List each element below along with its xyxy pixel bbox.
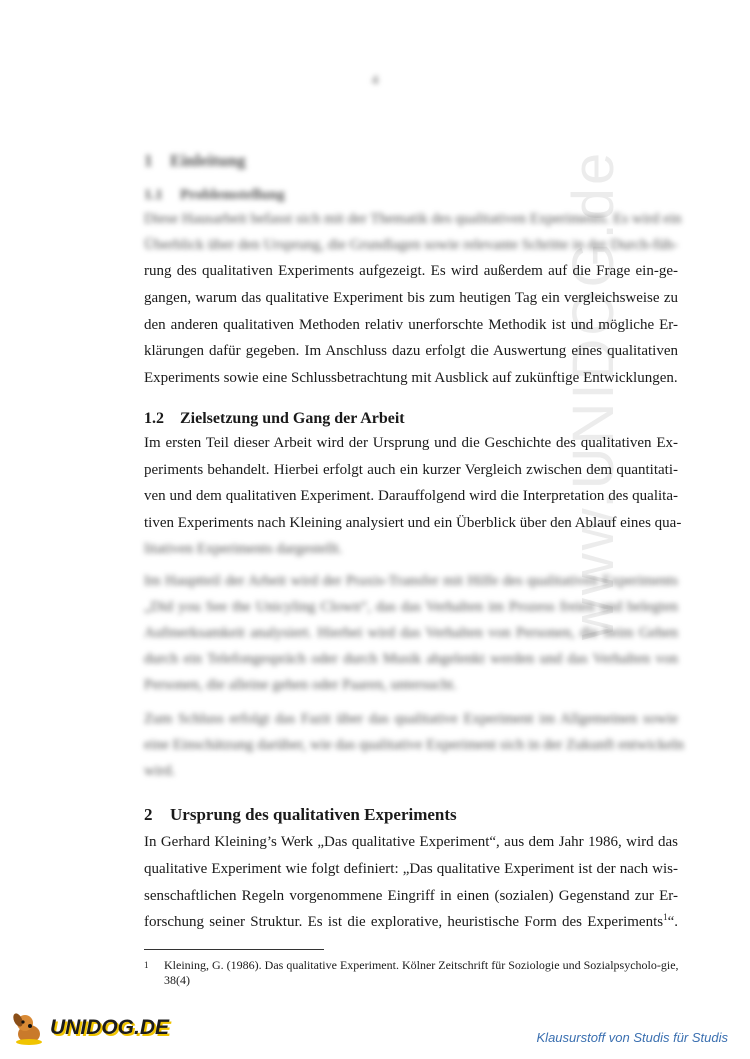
body-line: den anderen qualitativen Methoden relativ unerforschte Methodik ist und mögliche Er- [144,317,678,333]
section-1-1-title: Problemstellung [180,187,285,203]
body-line: gangen, warum das qualitative Experiment bis zum heutigen Tag ein vergleichsweise zu [144,290,678,306]
unidog-logo [10,1010,169,1046]
body-line: In Gerhard Kleining’s Werk „Das qualitative Experiment“, aus dem Jahr 1986, wird das [144,834,678,850]
footnote-divider [144,949,324,950]
logo-text: UNIDOG.DE [50,1016,170,1039]
body-line-text: forschung seiner Struktur. Es ist die explorative, heuristische Form des Experiments [144,914,664,930]
body-line: Zum Schluss erfolgt das Fazit über das qualitative Experiment im Allgemeinen sowie [144,711,678,727]
body-line: rung des qualitativen Experiments aufgezeigt. Es wird außerdem auf die Frage ein-ge- [144,263,678,279]
section-1-2-heading [144,410,405,428]
body-line: Diese Hausarbeit befasst sich mit der Thematik des qualitativen Experiments. Es wird ein [144,211,682,227]
footnote-mark: 1 [144,960,149,970]
body-line: senschaftlichen Regeln vorgenommene Eingriff in einen (sozialen) Gegenstand zur Er- [144,888,678,904]
section-1-1-heading [144,187,285,204]
chapter-2-title: Ursprung des qualitativen Experiments [170,805,457,824]
body-line: periments behandelt. Hierbei erfolgt auch ein kurzer Vergleich zwischen dem quantitati- [144,462,678,478]
watermark: www.UNIDOG.de [561,149,626,640]
body-line: ven und dem qualitativen Experiment. Darauffolgend wird die Interpretation des qualita- [144,488,678,504]
body-line: Experiments sowie eine Schlussbetrachtung mit Ausblick auf zukünftige Entwicklungen. [144,370,678,386]
chapter-1-number: 1 [144,151,153,170]
footnote-reference: 1 [663,912,668,922]
body-line: tiven Experiments nach Kleining analysiert und ein Überblick über den Ablauf eines qua- [144,515,682,531]
body-line: Personen, die alleine gehen oder Paaren, untersucht. [144,677,457,693]
chapter-1-heading [144,151,246,171]
body-line: klärungen dafür gegeben. Im Anschluss dazu erfolgt die Auswertung eines qualitativen [144,343,678,359]
section-1-2-title: Zielsetzung und Gang der Arbeit [180,410,405,427]
body-line: „Did you See the Unicyling Clown“, das das Verhalten im Prozess freien und belegten [144,599,678,615]
body-line: durch ein Telefongespräch oder durch Musik abgelenkt werden und das Verhalten von [144,651,678,667]
body-line: Im ersten Teil dieser Arbeit wird der Ursprung und die Geschichte des qualitativen Ex- [144,435,678,451]
chapter-2-number: 2 [144,805,153,824]
footnote [144,958,684,988]
tagline: Klausurstoff von Studis für Studis [536,1030,728,1045]
dog-mascot-icon [10,1010,48,1046]
body-line: Im Hauptteil der Arbeit wird der Praxis-Transfer mit Hilfe des qualitativen Experiments [144,573,678,589]
body-line: Aufmerksamkeit analysiert. Hierbei wird das Verhalten von Personen, die beim Gehen [144,625,678,641]
body-line: wird. [144,763,176,779]
page-number: 4 [371,72,379,87]
body-line: qualitative Experiment wie folgt definiert: „Das qualitative Experiment ist der nach wis- [144,861,678,877]
section-1-1-number: 1.1 [144,187,163,203]
chapter-2-heading [144,805,457,825]
chapter-1-title: Einleitung [170,151,246,170]
body-line-end: “. [667,914,678,930]
footnote-text: Kleining, G. (1986). Das qualitative Experiment. Kölner Zeitschrift für Soziologie und Sozialpsycholo-gie, 38(4) [164,958,679,987]
body-line: Überblick über den Ursprung, die Grundlagen sowie relevante Schritte in der Durch-füh- [144,237,678,253]
body-line: litativen Experiments dargestellt. [144,541,343,557]
section-1-2-number: 1.2 [144,410,164,427]
body-line-with-footnote [144,910,678,934]
body-line: eine Einschätzung darüber, wie das qualitative Experiment sich in der Zukunft entwickeln [144,737,685,753]
